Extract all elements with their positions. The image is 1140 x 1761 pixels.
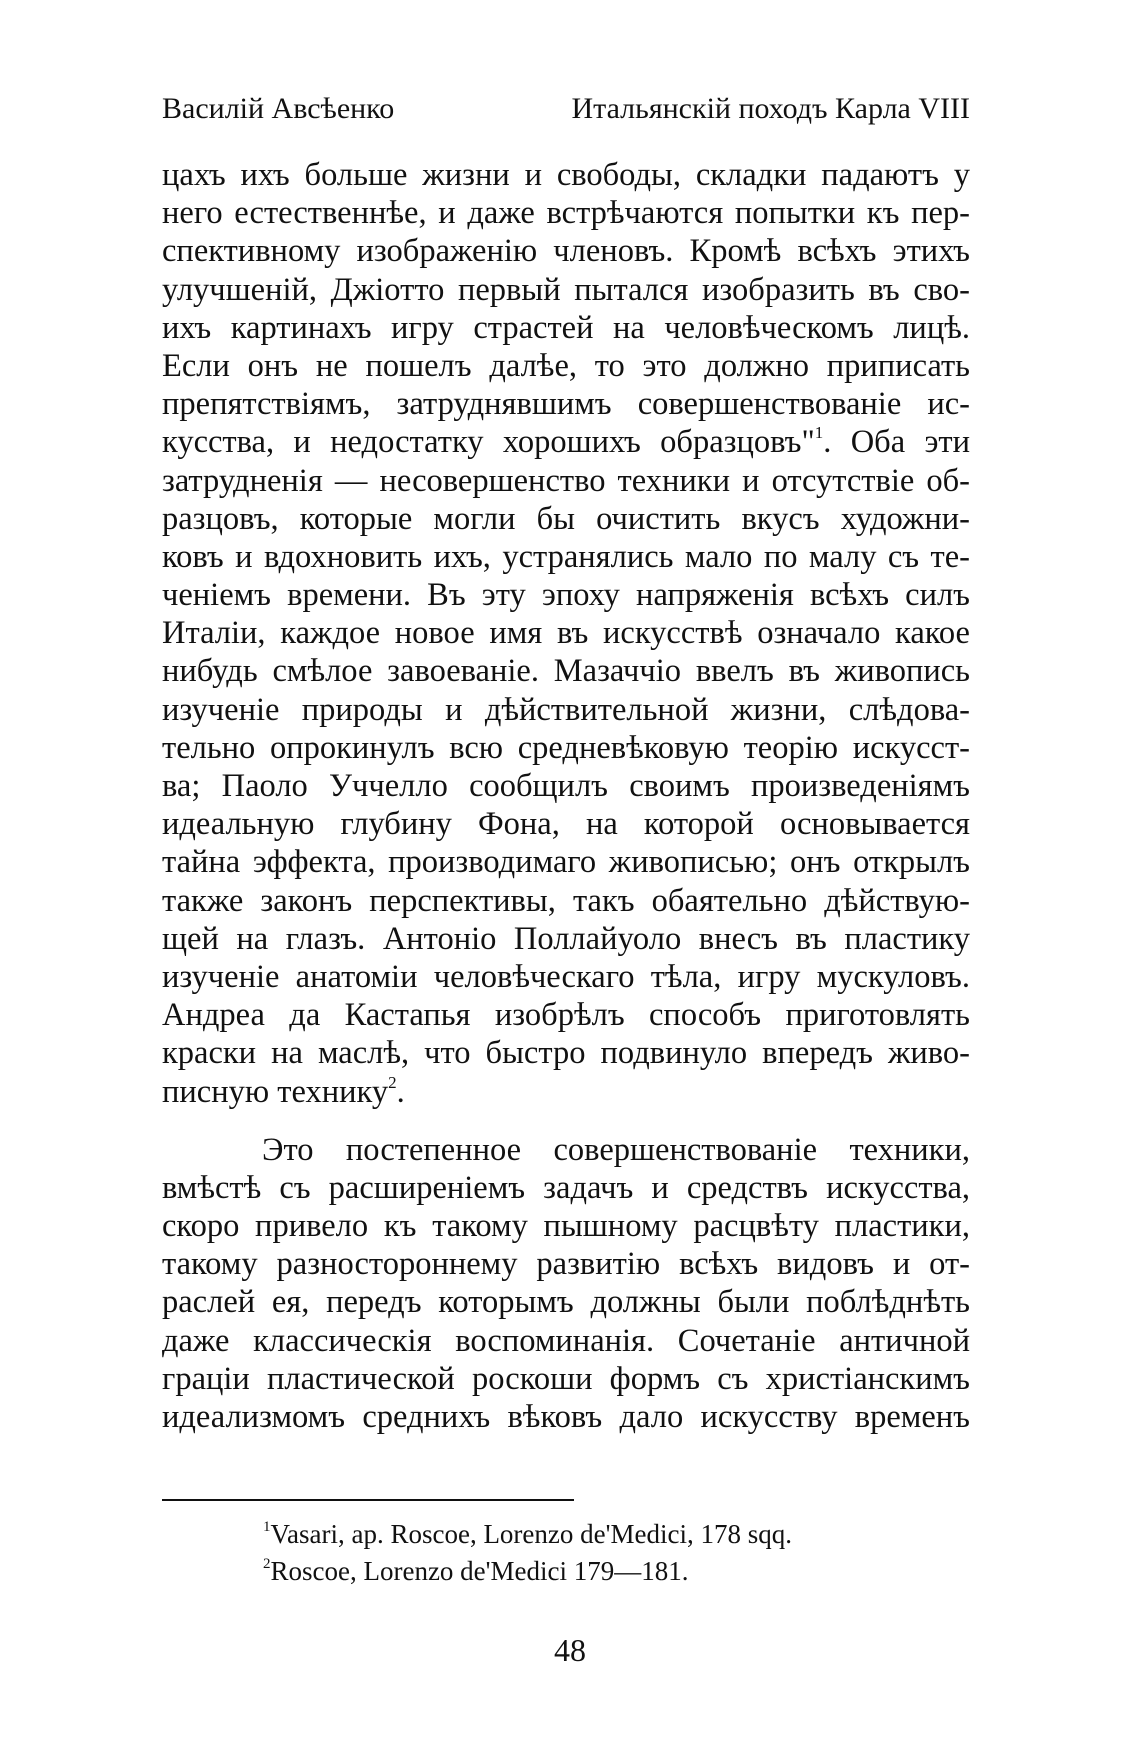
text-line: раслей ея, передъ которымъ должны были поблѣднѣть <box>162 1284 970 1321</box>
footnote-ref-2[interactable]: 2 <box>388 1072 397 1092</box>
footnote-text: Roscoe, Lorenzo de'Medici 179—181. <box>270 1556 689 1586</box>
text-line: спективному изображенію членовъ. Кромѣ всѣхъ этихъ <box>162 233 970 270</box>
text-line: ва; Паоло Уччелло сообщилъ своимъ произведеніямъ <box>162 768 970 804</box>
page-number: 48 <box>554 1632 586 1668</box>
text-line: идеализмомъ среднихъ вѣковъ дало искусству временъ <box>162 1399 970 1435</box>
text-segment: . <box>396 1073 405 1110</box>
text-line: Если онъ не пошелъ далѣе, то это должно приписать <box>162 347 970 384</box>
text-line: нибудь смѣлое завоеваніе. Мазаччіо ввелъ въ живопись <box>162 653 970 690</box>
text-segment: . Оба эти <box>823 424 970 461</box>
text-line: ченіемъ времени. Въ эту эпоху напряженія всѣхъ силъ <box>162 577 970 614</box>
text-line: тайна эффекта, производимаго живописью; онъ открылъ <box>162 844 970 881</box>
footnote-number: 2 <box>263 1556 271 1572</box>
text-line: граціи пластической роскоши формъ съ христіанскимъ <box>162 1360 970 1397</box>
text-segment: писную технику <box>162 1073 389 1110</box>
footnote-2 <box>263 1553 792 1590</box>
footnote-ref-1[interactable]: 1 <box>814 423 824 443</box>
text-line: такому разностороннему развитію всѣхъ видовъ и от- <box>162 1246 970 1283</box>
footnotes <box>263 1516 792 1590</box>
text-line: разцовъ, которые могли бы очистить вкусъ художни- <box>162 500 970 537</box>
text-line: также законъ перспективы, такъ обаятельно дѣйствую- <box>162 882 970 919</box>
text-line: изученіе природы и дѣйствительной жизни, слѣдова- <box>162 691 970 728</box>
text-line: ихъ картинахъ игру страстей на человѣческомъ лицѣ. <box>162 309 970 346</box>
text-line <box>162 423 970 461</box>
header-title: Итальянскій походъ Карла VIII <box>571 92 970 125</box>
text-line: краски на маслѣ, что быстро подвинуло впередъ живо- <box>162 1035 970 1072</box>
footnote-divider <box>162 1499 574 1501</box>
footnote-text: Vasari, ap. Roscoe, Lorenzo de'Medici, 178 sqq. <box>270 1519 792 1549</box>
text-line: Андреа да Кастапья изобрѣлъ способъ приготовлять <box>162 997 970 1034</box>
text-line: ковъ и вдохновить ихъ, устранялись мало по малу съ те- <box>162 538 970 575</box>
paragraph-1 <box>162 156 970 1111</box>
text-line: скоро привело къ такому пышному расцвѣту пластики, <box>162 1208 970 1245</box>
text-line: затрудненія — несовершенство техники и отсутствіе об- <box>162 462 970 499</box>
header-author: Василій Авсѣенко <box>162 92 395 125</box>
text-line: изученіе анатоміи человѣческаго тѣла, игру мускуловъ. <box>162 958 970 995</box>
text-line: Италіи, каждое новое имя въ искусствѣ означало какое <box>162 615 970 652</box>
paragraph-2 <box>162 1131 970 1437</box>
paragraph-gap <box>162 1111 970 1131</box>
text-line: него естественнѣе, и даже встрѣчаются попытки къ пер- <box>162 195 970 232</box>
text-line: щей на глазъ. Антоніо Поллайуоло внесъ въ пластику <box>162 920 970 957</box>
text-line: идеальную глубину Фона, на которой основывается <box>162 806 970 843</box>
text-line: вмѣстѣ съ расширеніемъ задачъ и средствъ искусства, <box>162 1169 970 1206</box>
text-line: тельно опрокинулъ всю средневѣковую теорію искусст- <box>162 729 970 766</box>
text-line: улучшеній, Джіотто первый пытался изобразить въ сво- <box>162 271 970 308</box>
text-line: цахъ ихъ больше жизни и свободы, складки падаютъ у <box>162 157 970 193</box>
text-line: препятствіямъ, затруднявшимъ совершенствованіе ис- <box>162 386 970 423</box>
text-segment: кусства, и недостатку хорошихъ образцовъ" <box>162 424 815 461</box>
footnote-number: 1 <box>263 1519 271 1535</box>
text-line: Это постепенное совершенствованіе техники, <box>262 1131 970 1168</box>
text-line: даже классическія воспоминанія. Сочетаніе античной <box>162 1322 970 1359</box>
running-header <box>162 92 970 136</box>
body-text <box>162 156 970 1436</box>
footnote-1 <box>263 1516 792 1553</box>
text-line <box>162 1073 970 1111</box>
